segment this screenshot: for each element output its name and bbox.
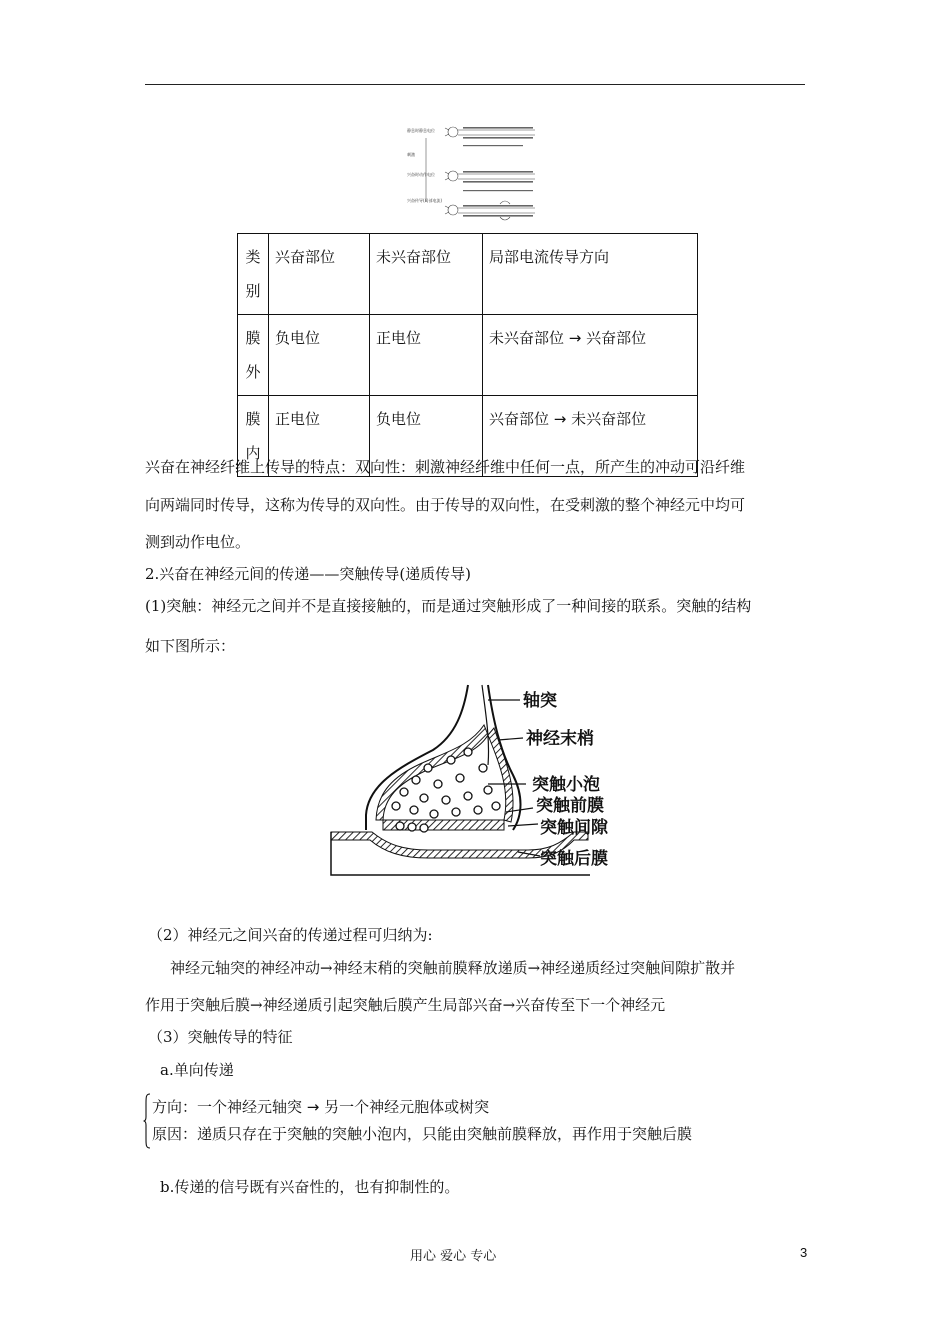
table-cell: 膜外 — [238, 315, 269, 396]
table-cell — [483, 315, 698, 396]
label-axon: 轴突 — [523, 691, 557, 711]
arrow-icon: → — [568, 329, 582, 347]
para1-line3: 测到动作电位。 — [145, 533, 251, 551]
fig1-label-action: 兴奋时动作电位 — [407, 172, 435, 177]
arrow-icon: → — [553, 410, 567, 428]
direction-suffix: 另一个神经元胞体或树突 — [324, 1098, 490, 1116]
para1-line2: 向两端同时传导，这称为传导的双向性。由于传导的双向性，在受刺激的整个神经元中均可 — [145, 496, 746, 514]
table-cell: 负电位 — [370, 396, 483, 477]
label-nerve-terminal: 神经末梢 — [526, 729, 594, 749]
label-synaptic-vesicle: 突触小泡 — [532, 775, 600, 795]
direction-prefix: 方向：一个神经元轴突 — [152, 1098, 303, 1116]
para2-line2: 如下图所示： — [145, 637, 236, 655]
table-cell: 负电位 — [269, 315, 370, 396]
direction-from: 未兴奋部位 — [489, 329, 565, 347]
page-number: 3 — [800, 1245, 808, 1260]
label-postsynaptic-membrane: 突触后膜 — [540, 849, 608, 869]
arrow-icon: → — [306, 1098, 320, 1116]
page-footer: 用心 爱心 专心 — [410, 1249, 497, 1264]
para1-line1: 兴奋在神经纤维上传导的特点：双向性：刺激神经纤维中任何一点，所产生的冲动可沿纤维 — [145, 458, 746, 476]
fig1-label-stimulus: 刺激 — [407, 152, 415, 157]
item-a: a.单向传递 — [160, 1061, 234, 1079]
potential-table — [237, 233, 698, 477]
table-cell: 类别 — [238, 234, 269, 315]
table-cell: 正电位 — [370, 315, 483, 396]
para3-line1: 神经元轴突的神经冲动→神经末稍的突触前膜释放递质→神经递质经过突触间隙扩散并 — [170, 959, 736, 977]
table-cell: 膜内 — [238, 396, 269, 477]
table-cell: 局部电流传导方向 — [483, 234, 698, 315]
brace-icon — [143, 1093, 151, 1149]
direction-line — [152, 1097, 489, 1117]
item-b: b.传递的信号既有兴奋性的，也有抑制性的。 — [160, 1178, 460, 1196]
direction-to: 兴奋部位 — [586, 329, 647, 347]
table-header-row — [238, 234, 698, 315]
para3-line2: 作用于突触后膜→神经递质引起突触后膜产生局部兴奋→兴奋传至下一个神经元 — [145, 996, 666, 1014]
direction-to: 未兴奋部位 — [571, 410, 647, 428]
section2-title: 2.兴奋在神经元间的传递——突触传导(递质传导) — [145, 565, 472, 583]
label-synaptic-cleft: 突触间隙 — [540, 818, 608, 838]
direction-from: 兴奋部位 — [489, 410, 550, 428]
table-row — [238, 315, 698, 396]
synapse-diagram — [328, 680, 628, 880]
fig1-label-conduct: 兴奋传导(局部电流) — [407, 198, 443, 203]
reason-line: 原因：递质只存在于突触的突触小泡内，只能由突触前膜释放，再作用于突触后膜 — [152, 1125, 693, 1143]
para3-title: （2）神经元之间兴奋的传递过程可归纳为: — [148, 926, 433, 944]
para4-title: （3）突触传导的特征 — [148, 1028, 293, 1046]
table-cell: 未兴奋部位 — [370, 234, 483, 315]
table-cell: 正电位 — [269, 396, 370, 477]
table-cell: 兴奋部位 — [269, 234, 370, 315]
label-presynaptic-membrane: 突触前膜 — [536, 796, 604, 816]
para2-line1: (1)突触：神经元之间并不是直接接触的，而是通过突触形成了一种间接的联系。突触的结构 — [145, 597, 752, 615]
header-rule — [145, 84, 805, 85]
nerve-fiber-figure — [405, 118, 545, 226]
fig1-label-resting: 静息时静息电位 — [407, 128, 435, 133]
